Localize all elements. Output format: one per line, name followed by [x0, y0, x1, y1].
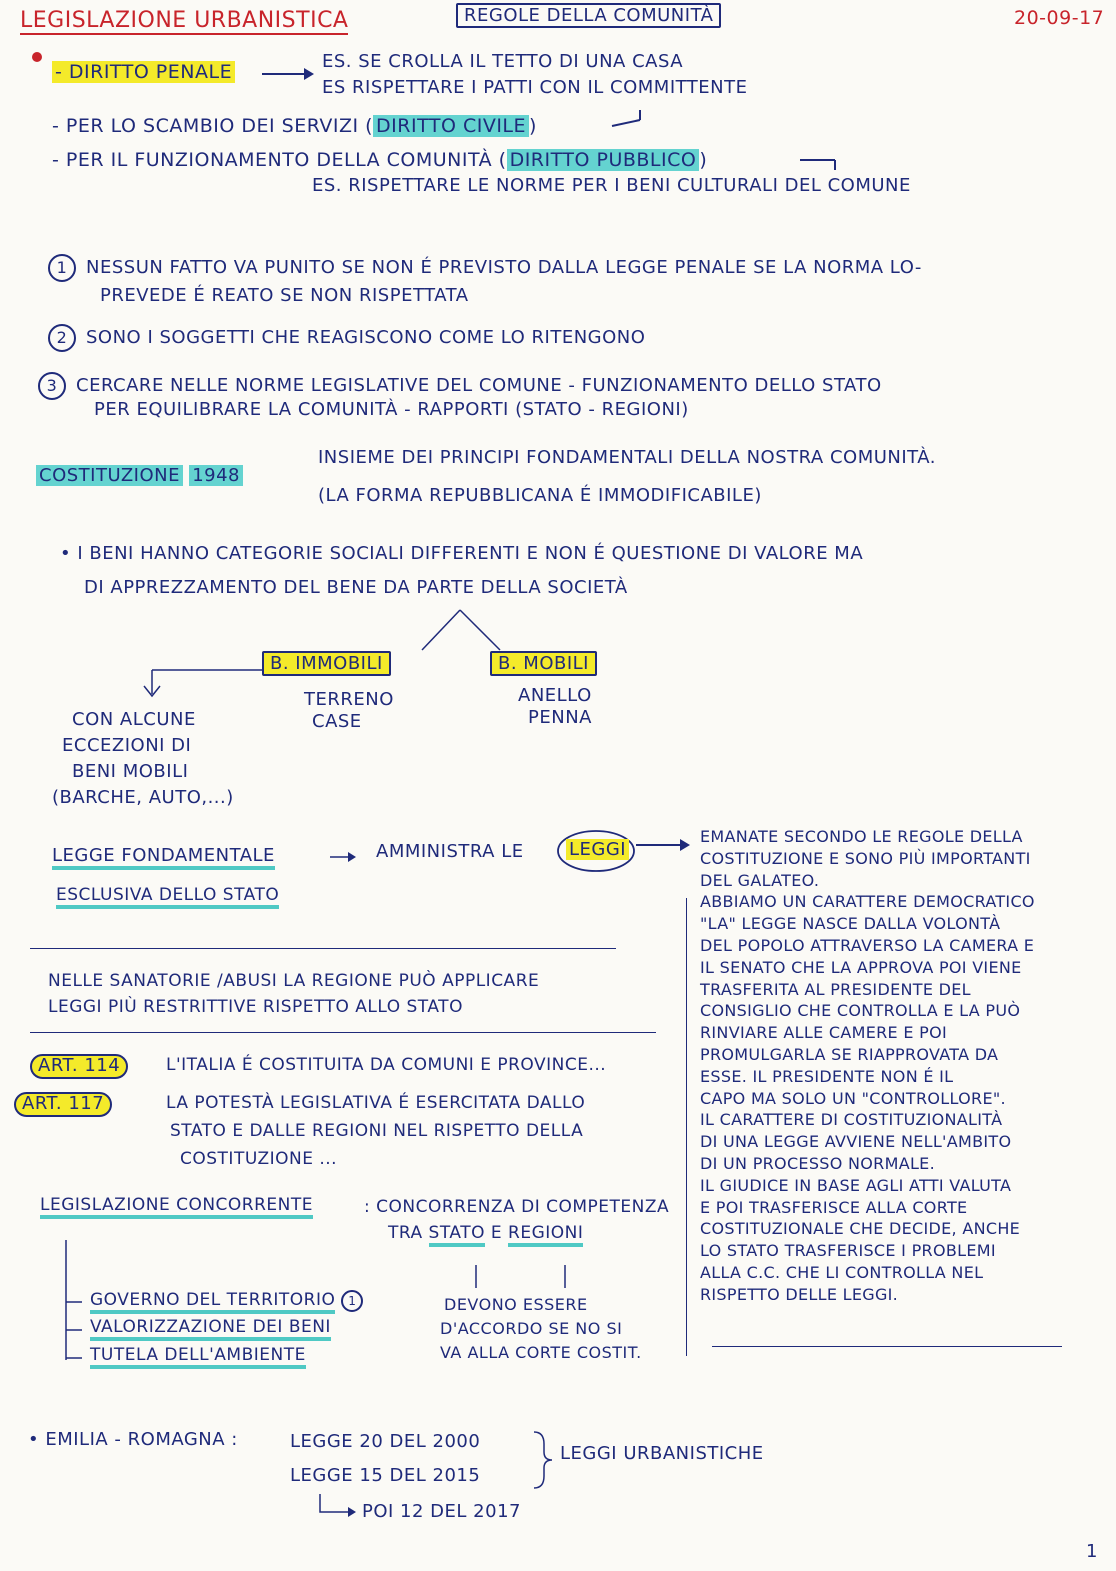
point-2: 2 SONO I SOGGETTI CHE REAGISCONO COME LO RITENGONO [48, 324, 645, 352]
right-line: IL GIUDICE IN BASE AGLI ATTI VALUTA [700, 1175, 1012, 1195]
beni-immobili: B. IMMOBILI [262, 654, 391, 675]
sanatorie-line-2: LEGGI PIÙ RESTRITTIVE RISPETTO ALLO STATO [48, 997, 463, 1017]
art-117: ART. 117 [14, 1092, 112, 1117]
right-line: LO STATO TRASFERISCE I PROBLEMI [700, 1241, 996, 1261]
right-line: RINVIARE ALLE CAMERE E POI [700, 1023, 947, 1043]
diritto-civile-label: DIRITTO CIVILE [373, 115, 529, 137]
right-line: CAPO MA SOLO UN "CONTROLLORE". [700, 1088, 1006, 1108]
right-line: DI UNA LEGGE AVVIENE NELL'AMBITO [700, 1132, 1012, 1152]
diritto-penale: - DIRITTO PENALE [52, 62, 235, 84]
right-line: ALLA C.C. CHE LI CONTROLLA NEL [700, 1262, 984, 1282]
concorrente-item-2: VALORIZZAZIONE DEI BENI [90, 1318, 331, 1338]
pubblico-example: ES. RISPETTARE LE NORME PER I BENI CULTURALI DEL COMUNE [312, 175, 911, 196]
regioni-label: REGIONI [508, 1223, 583, 1247]
eccezioni-line-2: ECCEZIONI DI [62, 735, 192, 756]
leggi-circled: LEGGI [566, 840, 629, 861]
right-column-text [700, 826, 1110, 1306]
legge-20-2000: LEGGE 20 DEL 2000 [290, 1431, 481, 1452]
art-117-text-3: COSTITUZIONE ... [180, 1149, 338, 1169]
right-column-end-rule [712, 1346, 1062, 1347]
page-title: LEGISLAZIONE URBANISTICA [20, 8, 349, 33]
costituzione-label: COSTITUZIONE 1948 [36, 466, 243, 487]
right-line: DI UN PROCESSO NORMALE. [700, 1153, 935, 1173]
header-box-label: REGOLE DELLA COMUNITÀ [456, 6, 721, 27]
diritto-pubblico-label: DIRITTO PUBBLICO [507, 149, 700, 171]
concorrente-item-1: GOVERNO DEL TERRITORIO 1 [90, 1290, 373, 1312]
stato-label: STATO [429, 1223, 485, 1247]
costituzione-year: 1948 [189, 465, 243, 486]
diritto-civile-line: - PER LO SCAMBIO DEI SERVIZI ( DIRITTO CIVILE ) [52, 115, 537, 137]
right-line: DEL POPOLO ATTRAVERSO LA CAMERA E [700, 935, 1035, 955]
art-117-text-2: STATO E DALLE REGIONI NEL RISPETTO DELLA [170, 1121, 584, 1141]
art-117-text-1: LA POTESTÀ LEGISLATIVA É ESERCITATA DALLO [166, 1093, 586, 1113]
right-line: E POI TRASFERISCE ALLA CORTE [700, 1197, 968, 1217]
divider-1 [30, 948, 616, 949]
concorrente-item-3: TUTELA DELL'AMBIENTE [90, 1346, 306, 1366]
emilia-romagna-label: • EMILIA - ROMAGNA : [28, 1429, 238, 1450]
right-line: "LA" LEGGE NASCE DALLA VOLONTÀ [700, 914, 1001, 934]
right-line: CONSIGLIO CHE CONTROLLA E LA PUÒ [700, 1001, 1021, 1021]
immobili-example-2: CASE [312, 711, 362, 732]
beni-bullet-2: DI APPREZZAMENTO DEL BENE DA PARTE DELLA SOCIETÀ [84, 577, 628, 598]
beni-mobili: B. MOBILI [490, 654, 597, 675]
right-line: COSTITUZIONALE CHE DECIDE, ANCHE [700, 1219, 1021, 1239]
legge-12-2017: POI 12 DEL 2017 [362, 1501, 521, 1522]
penale-example-1: ES. SE CROLLA IL TETTO DI UNA CASA [322, 51, 684, 72]
right-line: TRASFERITA AL PRESIDENTE DEL [700, 979, 971, 999]
eccezioni-line-1: CON ALCUNE [72, 709, 196, 730]
concorrente-note-3: VA ALLA CORTE COSTIT. [440, 1343, 642, 1362]
art-114: ART. 114 [30, 1054, 128, 1079]
legge-15-2015: LEGGE 15 DEL 2015 [290, 1465, 481, 1486]
art-114-text: L'ITALIA É COSTITUITA DA COMUNI E PROVINCE... [166, 1055, 607, 1075]
costituzione-desc-1: INSIEME DEI PRINCIPI FONDAMENTALI DELLA NOSTRA COMUNITÀ. [318, 447, 936, 468]
diritto-pubblico-line: - PER IL FUNZIONAMENTO DELLA COMUNITÀ ( DIRITTO PUBBLICO ) [52, 149, 708, 171]
amministra-le: AMMINISTRA LE [376, 841, 524, 862]
date: 20-09-17 [1014, 7, 1105, 29]
sanatorie-line-1: NELLE SANATORIE /ABUSI LA REGIONE PUÒ APPLICARE [48, 971, 540, 991]
esclusiva-stato: ESCLUSIVA DELLO STATO [56, 886, 279, 906]
mobili-example-2: PENNA [528, 707, 592, 728]
concorrente-note-1: DEVONO ESSERE [444, 1295, 588, 1314]
legge-fondamentale: LEGGE FONDAMENTALE [52, 846, 275, 867]
costituzione-desc-2: (LA FORMA REPUBBLICANA É IMMODIFICABILE) [318, 485, 762, 506]
legislazione-concorrente: LEGISLAZIONE CONCORRENTE [40, 1196, 313, 1216]
right-line: RISPETTO DELLE LEGGI. [700, 1284, 899, 1304]
mobili-example-1: ANELLO [518, 685, 592, 706]
concorrente-note-2: D'ACCORDO SE NO SI [440, 1319, 623, 1338]
divider-2 [30, 1032, 656, 1033]
right-line: IL SENATO CHE LA APPROVA POI VIENE [700, 957, 1022, 977]
right-line: IL CARATTERE DI COSTITUZIONALITÀ [700, 1110, 1003, 1130]
concorrente-desc-2: TRA STATO E REGIONI [388, 1224, 583, 1244]
eccezioni-line-3: BENI MOBILI [72, 761, 189, 782]
penale-example-2: ES RISPETTARE I PATTI CON IL COMMITTENTE [322, 77, 748, 98]
point-3-line-2: PER EQUILIBRARE LA COMUNITÀ - RAPPORTI (STATO - REGIONI) [94, 399, 689, 420]
point-1: 1 NESSUN FATTO VA PUNITO SE NON É PREVISTO DALLA LEGGE PENALE SE LA NORMA LO- [48, 254, 922, 282]
immobili-example-1: TERRENO [304, 689, 394, 710]
beni-bullet-1: • I BENI HANNO CATEGORIE SOCIALI DIFFERENTI E NON É QUESTIONE DI VALORE MA [60, 543, 864, 564]
right-line: COSTITUZIONE E SONO PIÙ IMPORTANTI [700, 848, 1031, 868]
right-line: EMANATE SECONDO LE REGOLE DELLA [700, 827, 1023, 846]
item-marker: 1 [341, 1290, 363, 1312]
right-line: ABBIAMO UN CARATTERE DEMOCRATICO [700, 892, 1035, 912]
right-line: PROMULGARLA SE RIAPPROVATA DA [700, 1044, 999, 1064]
leggi-urbanistiche: LEGGI URBANISTICHE [560, 1443, 764, 1464]
eccezioni-line-4: (BARCHE, AUTO,...) [52, 787, 234, 808]
point-3: 3 CERCARE NELLE NORME LEGISLATIVE DEL COMUNE - FUNZIONAMENTO DELLO STATO [38, 372, 882, 400]
concorrente-desc-1: : CONCORRENZA DI COMPETENZA [364, 1197, 670, 1217]
right-line: ESSE. IL PRESIDENTE NON É IL [700, 1066, 954, 1086]
right-line: DEL GALATEO. [700, 870, 820, 890]
page-number: 1 [1086, 1541, 1098, 1562]
right-column-rule [686, 898, 687, 1356]
point-1-line-2: PREVEDE É REATO SE NON RISPETTATA [100, 285, 469, 306]
